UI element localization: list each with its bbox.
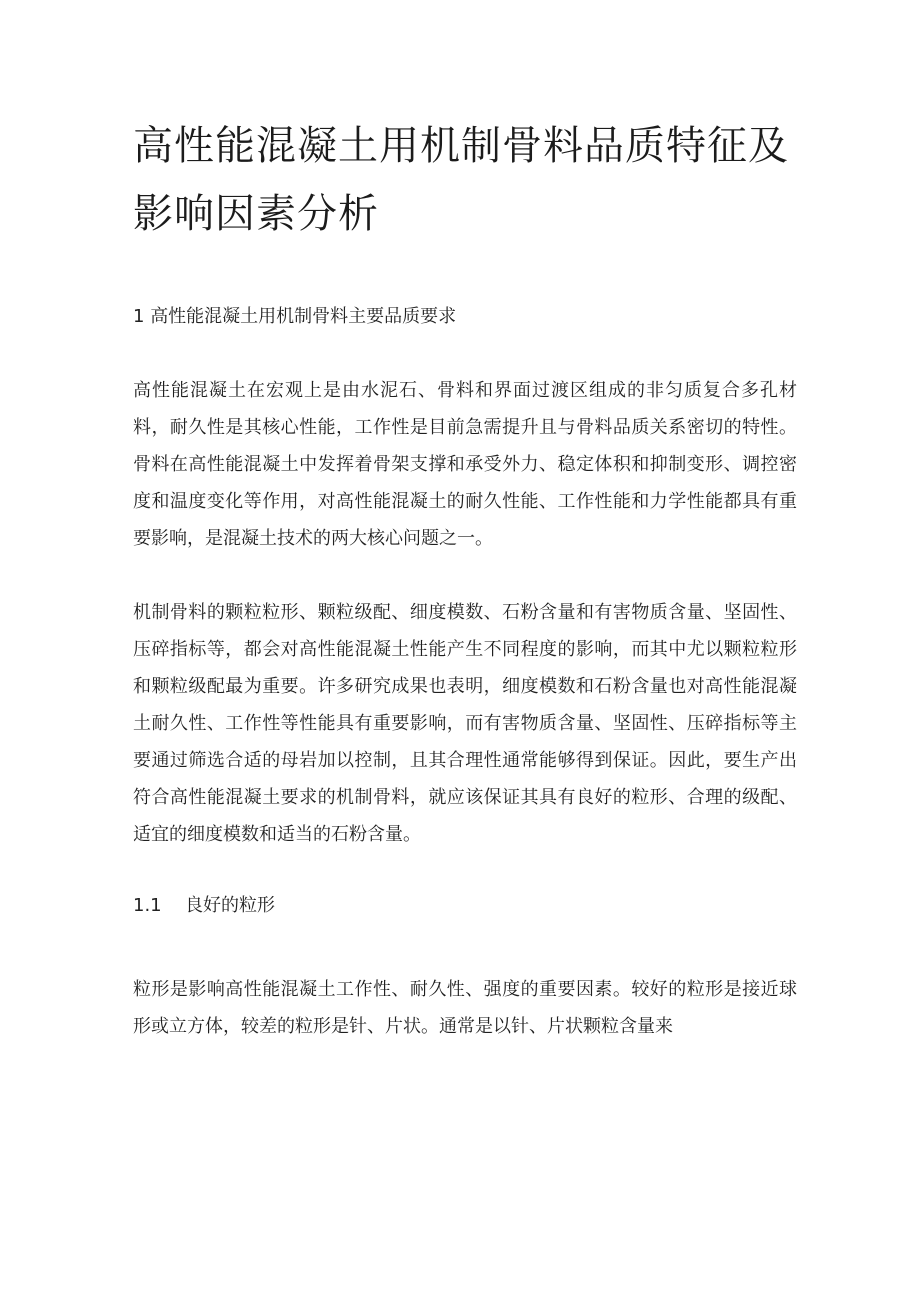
paragraph: 粒形是影响高性能混凝土工作性、耐久性、强度的重要因素。较好的粒形是接近球形或立方体，较差的粒形是针、片状。通常是以针、片状颗粒含量来 [133, 979, 797, 1037]
section-title: 良好的粒形 [185, 895, 275, 916]
section-number: 1.1 [133, 895, 162, 916]
paragraph: 高性能混凝土在宏观上是由水泥石、骨料和界面过渡区组成的非匀质复合多孔材料，耐久性是其核心性能，工作性是目前急需提升且与骨料品质关系密切的特性。骨料在高性能混凝土中发挥着骨架支撑和承受外力、稳定体积和抑制变形、调控密度和温度变化等作用，对高性能混凝土的耐久性能、工作性能和力学性能都具有重要影响，是混凝土技术的两大核心问题之一。 [133, 380, 797, 549]
section-number: 1 [133, 306, 145, 327]
document-title: 高性能混凝土用机制骨料品质特征及影响因素分析 [133, 123, 789, 237]
paragraph: 机制骨料的颗粒粒形、颗粒级配、细度模数、石粉含量和有害物质含量、坚固性、压碎指标等，都会对高性能混凝土性能产生不同程度的影响，而其中尤以颗粒粒形和颗粒级配最为重要。许多研究成果也表明，细度模数和石粉含量也对高性能混凝土耐久性、工作性等性能具有重要影响，而有害物质含量、坚固性、压碎指标等主要通过筛选合适的母岩加以控制，且其合理性通常能够得到保证。因此，要生产出符合高性能混凝土要求的机制骨料，就应该保证其具有良好的粒形、合理的级配、适宜的细度模数和适当的石粉含量。 [133, 602, 797, 845]
section-title: 高性能混凝土用机制骨料主要品质要求 [150, 306, 457, 327]
document-body [133, 112, 797, 1045]
section-heading-1-1 [133, 891, 797, 921]
section-heading-1 [133, 302, 797, 332]
